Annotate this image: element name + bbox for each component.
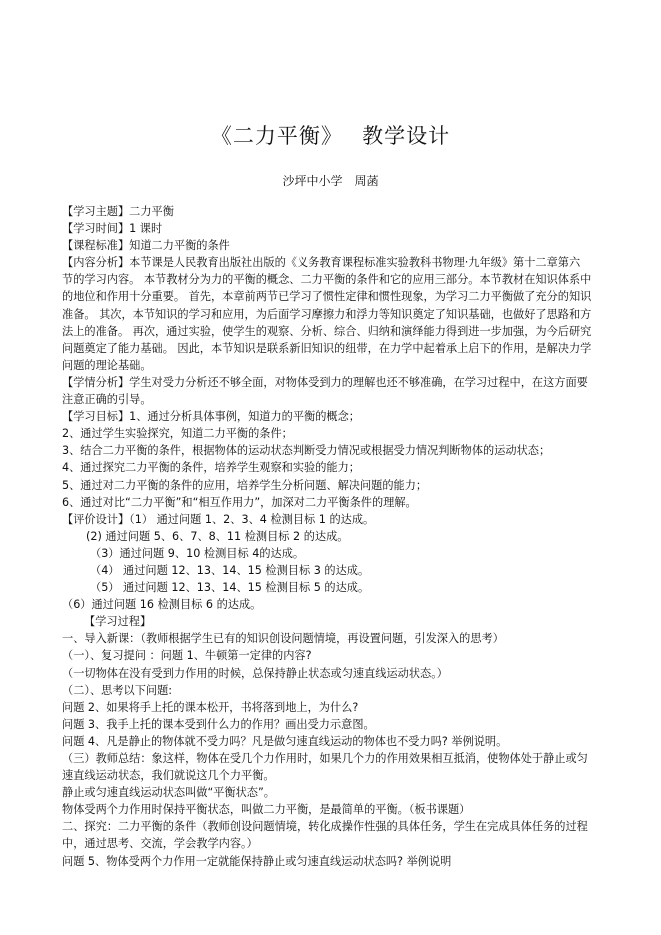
text-line: （二）、思考以下问题: xyxy=(62,683,173,697)
text-line: 问题 2、如果将手上托的课本松开，书将落到地上，为什么? xyxy=(62,700,359,714)
document-body xyxy=(62,203,622,870)
document-author: 沙坪中小学 周菡 xyxy=(282,174,379,188)
text-line: 问题 4、凡是静止的物体就不受力吗？凡是做匀速直线运动的物体也不受力吗? 举例说明。 xyxy=(62,734,508,748)
text-line: 节的学习内容。 本节教材分为力的平衡的概念、二力平衡的条件和它的应用三部分。本节教材在知识体系中 xyxy=(62,273,592,287)
text-line: （6）通过问题 16 检测目标 6 的达成。 xyxy=(62,598,262,612)
text-line: 中，通过思考、交流，学会教学内容。） xyxy=(62,837,258,851)
text-line: 注意正确的引导。 xyxy=(62,393,152,407)
text-line: 二、探究：二力平衡的条件（教师创设问题情境，转化成操作性强的具体任务，学生在完成具体任务的过程 xyxy=(62,820,588,834)
text-line: （3）通过问题 9、10 检测目标 4的达成。 xyxy=(90,546,305,560)
text-line: 问题 3、我手上托的课本受到什么力的作用？画出受力示意图。 xyxy=(62,717,375,731)
text-line: 5、通过对二力平衡的条件的应用，培养学生分析问题、解决问题的能力； xyxy=(62,478,428,492)
text-line: 物体受两个力作用时保持平衡状态，叫做二力平衡，是最简单的平衡。（板书课题） xyxy=(62,803,471,817)
text-line: (2) 通过问题 5、6、7、8、11 检测目标 2 的达成。 xyxy=(86,529,349,543)
text-line: 问题的理论基础。 xyxy=(62,358,152,372)
text-line: （一切物体在没有受到力作用的时候，总保持静止状态或匀速直线运动状态。） xyxy=(62,666,448,680)
text-line: （4） 通过问题 12、13、14、15 检测目标 3 的达成。 xyxy=(90,563,370,577)
text-line: 一、导入新课：（教师根据学生已有的知识创设问题情境，再设置问题，引发深入的思考） xyxy=(62,632,504,646)
text-line: 法上的准备。 再次，通过实验，使学生的观察、分析、综合、归纳和演绎能力得到进一步加强，为今后研究 xyxy=(62,324,592,338)
text-line: 问题奠定了能力基础。 因此，本节知识是联系新旧知识的纽带，在力学中起着承上启下的作用，是解决力学 xyxy=(62,341,592,355)
text-line: 速直线运动状态，我们就说这几个力平衡。 xyxy=(62,769,275,783)
text-line: 2、通过学生实验探究，知道二力平衡的条件； xyxy=(62,427,293,441)
text-line: 【学习时间】1 课时 xyxy=(62,222,163,236)
text-line: 【评价设计】（1） 通过问题 1、2、3、4 检测目标 1 的达成。 xyxy=(62,512,375,526)
text-line: 准备。 其次，本节知识的学习和应用，为后面学习摩擦力和浮力等知识奠定了知识基础，也做好了思路和方 xyxy=(62,307,592,321)
document-title: 《二力平衡》 教学设计 xyxy=(210,124,451,148)
text-line: 【内容分析】本节课是人民教育出版社出版的《义务教育课程标准实验教科书物理·九年级》第十二章第六 xyxy=(62,256,581,270)
text-line: 【学习主题】二力平衡 xyxy=(62,205,174,218)
section-heading: 【学习过程】 xyxy=(84,615,152,629)
text-line: （三）教师总结：象这样，物体在受几个力作用时，如果几个力的作用效果相互抵消，使物体处于静止或匀 xyxy=(62,752,588,765)
text-line: 的地位和作用十分重要。 首先，本章前两节已学习了惯性定律和惯性现象，为学习二力平衡做了充分的知识 xyxy=(62,290,592,304)
text-line: （一）、复习提问 ：问题 1、牛顿第一定律的内容? xyxy=(62,649,312,663)
text-line: 【学习目标】1、通过分析具体事例，知道力的平衡的概念； xyxy=(62,410,360,424)
text-line: 【课程标准】知道二力平衡的条件 xyxy=(62,239,230,253)
text-line: （5） 通过问题 12、13、14、15 检测目标 5 的达成。 xyxy=(90,581,370,595)
text-line: 【学情分析】学生对受力分析还不够全面，对物体受到力的理解也还不够准确，在学习过程中，在这方面要 xyxy=(62,375,588,389)
text-line: 3、结合二力平衡的条件，根据物体的运动状态判断受力情况或根据受力情况判断物体的运动状态； xyxy=(62,444,551,458)
text-line: 6、通过对比“二力平衡”和“相互作用力”，加深对二力平衡条件的理解。 xyxy=(62,495,417,509)
text-line: 静止或匀速直线运动状态叫做“平衡状态”。 xyxy=(62,786,275,800)
text-line: 4、通过探究二力平衡的条件，培养学生观察和实验的能力； xyxy=(62,461,360,475)
text-line: 问题 5、物体受两个力作用一定就能保持静止或匀速直线运动状态吗? 举例说明 xyxy=(62,854,452,868)
